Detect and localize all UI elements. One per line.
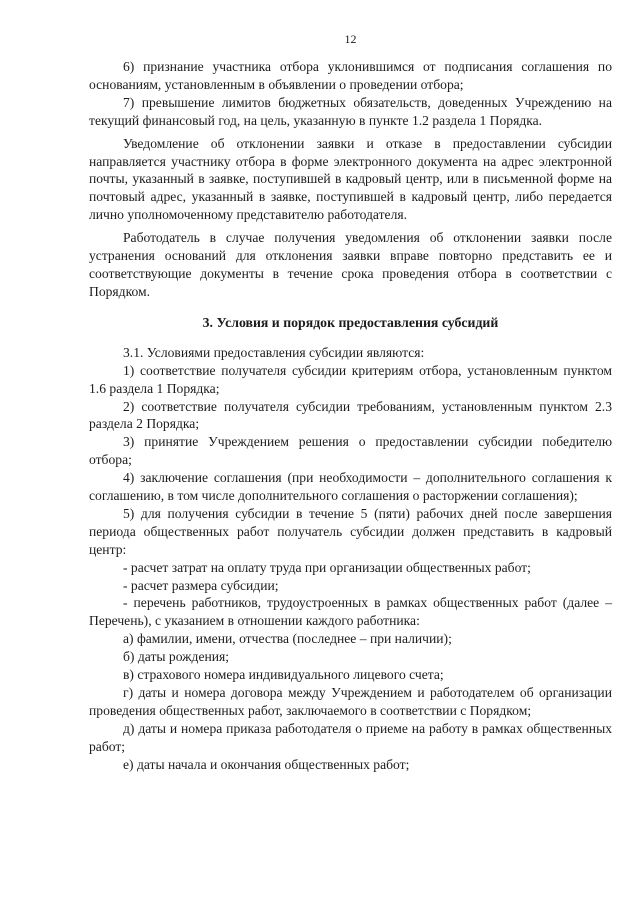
page-number: 12: [344, 32, 357, 46]
paragraph: 7) превышение лимитов бюджетных обязательств, доведенных Учреждению на текущий финансовый год, на цель, указанную в пункте 1.2 раздела 1 Порядка.: [89, 94, 612, 128]
list-item: а) фамилии, имени, отчества (последнее – при наличии);: [123, 631, 452, 647]
paragraph: Уведомление об отклонении заявки и отказе в предоставлении субсидии направляется участнику отбора в форме электронного документа на адрес электронной почты, указанный в заявке, поступившей в кадровый центр, или в письменной форме на почтовый адрес, указанный в заявке, поступившей в кадровый центр, либо передается лично уполномоченному представителю работодателя.: [89, 135, 612, 223]
list-item: 1) соответствие получателя субсидии критериям отбора, установленным пунктом 1.6 раздела 1 Порядка;: [89, 362, 612, 396]
paragraph: Работодатель в случае получения уведомления об отклонении заявки после устранения оснований для отклонения заявки вправе повторно представить ее и соответствующие документы в течение срока проведения отбора в соответствии с Порядком.: [89, 230, 612, 299]
list-item: 5) для получения субсидии в течение 5 (пяти) рабочих дней после завершения периода общественных работ получатель субсидии должен представить в кадровый центр:: [89, 505, 612, 557]
list-item: - перечень работников, трудоустроенных в рамках общественных работ (далее – Перечень), с указанием в отношении каждого работника:: [89, 595, 612, 629]
list-item: б) даты рождения;: [123, 649, 230, 665]
list-item: - расчет размера субсидии;: [123, 577, 279, 593]
paragraph: 6) признание участника отбора уклонившимся от подписания соглашения по основаниям, установленным в объявлении о проведении отбора;: [89, 59, 612, 92]
section-heading: 3. Условия и порядок предоставления субсидий: [202, 314, 499, 330]
paragraph: 3.1. Условиями предоставления субсидии являются:: [123, 344, 425, 360]
list-item: г) даты и номера договора между Учреждением и работодателем об организации проведения общественных работ, заключаемого в соответствии с Порядком;: [89, 685, 612, 718]
list-item: в) страхового номера индивидуального лицевого счета;: [123, 667, 444, 683]
list-item: 2) соответствие получателя субсидии требованиям, установленным пунктом 2.3 раздела 2 Порядка;: [89, 398, 612, 432]
list-item: д) даты и номера приказа работодателя о приеме на работу в рамках общественных работ;: [89, 720, 612, 754]
list-item: 3) принятие Учреждением решения о предоставлении субсидии победителю отбора;: [89, 434, 612, 468]
list-item: - расчет затрат на оплату труда при организации общественных работ;: [123, 559, 531, 575]
list-item: 4) заключение соглашения (при необходимости – дополнительного соглашения к соглашению, в том числе дополнительного соглашения о расторжении соглашения);: [89, 470, 612, 504]
list-item: е) даты начала и окончания общественных работ;: [123, 756, 410, 772]
